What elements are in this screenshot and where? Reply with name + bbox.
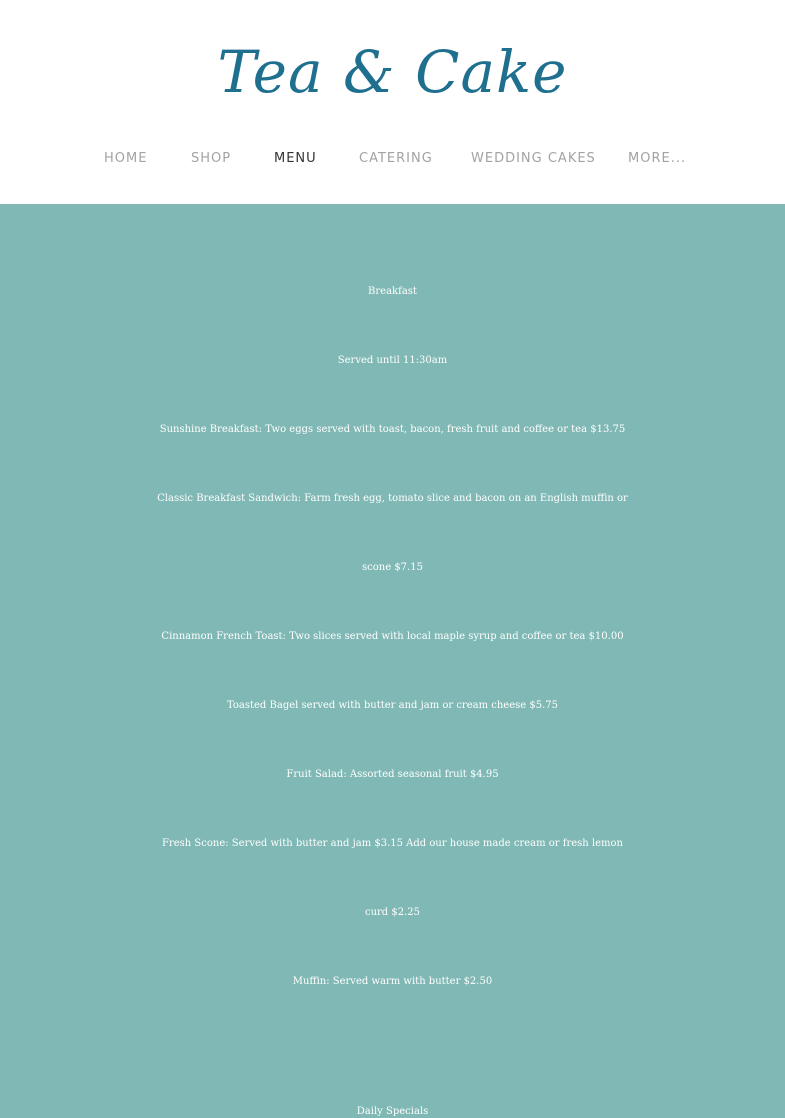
menu-item-fresh-scone-cont: curd $2.25 — [364, 907, 421, 918]
nav-menu[interactable]: MENU — [274, 151, 317, 166]
menu-content — [0, 204, 785, 1118]
nav-more[interactable]: MORE... — [628, 151, 687, 166]
menu-item-fresh-scone: Fresh Scone: Served with butter and jam $3.15 Add our house made cream or fresh lemon — [162, 838, 623, 849]
menu-item-sunshine-breakfast: Sunshine Breakfast: Two eggs served with toast, bacon, fresh fruit and coffee or tea $13.75 — [159, 424, 626, 435]
nav-home[interactable]: HOME — [104, 151, 148, 166]
served-until-text: Served until 11:30am — [337, 355, 448, 366]
menu-item-muffin: Muffin: Served warm with butter $2.50 — [292, 976, 493, 987]
site-logo[interactable]: Tea & Cake — [217, 38, 568, 106]
menu-item-toasted-bagel: Toasted Bagel served with butter and jam or cream cheese $5.75 — [226, 700, 558, 711]
menu-heading-daily-specials: Daily Specials — [356, 1106, 429, 1117]
main-nav — [0, 148, 785, 170]
menu-item-classic-breakfast-sandwich-cont: scone $7.15 — [362, 562, 423, 573]
menu-item-classic-breakfast-sandwich: Classic Breakfast Sandwich: Farm fresh egg, tomato slice and bacon on an English muffin or — [157, 493, 628, 504]
nav-shop[interactable]: SHOP — [191, 151, 232, 166]
nav-catering[interactable]: CATERING — [359, 151, 433, 166]
menu-item-fruit-salad: Fruit Salad: Assorted seasonal fruit $4.95 — [286, 769, 499, 780]
site-header — [0, 0, 785, 204]
menu-heading-breakfast: Breakfast — [368, 286, 417, 297]
nav-wedding-cakes[interactable]: WEDDING CAKES — [471, 151, 596, 166]
menu-item-cinnamon-french-toast: Cinnamon French Toast: Two slices served with local maple syrup and coffee or tea $10.00 — [161, 631, 624, 642]
